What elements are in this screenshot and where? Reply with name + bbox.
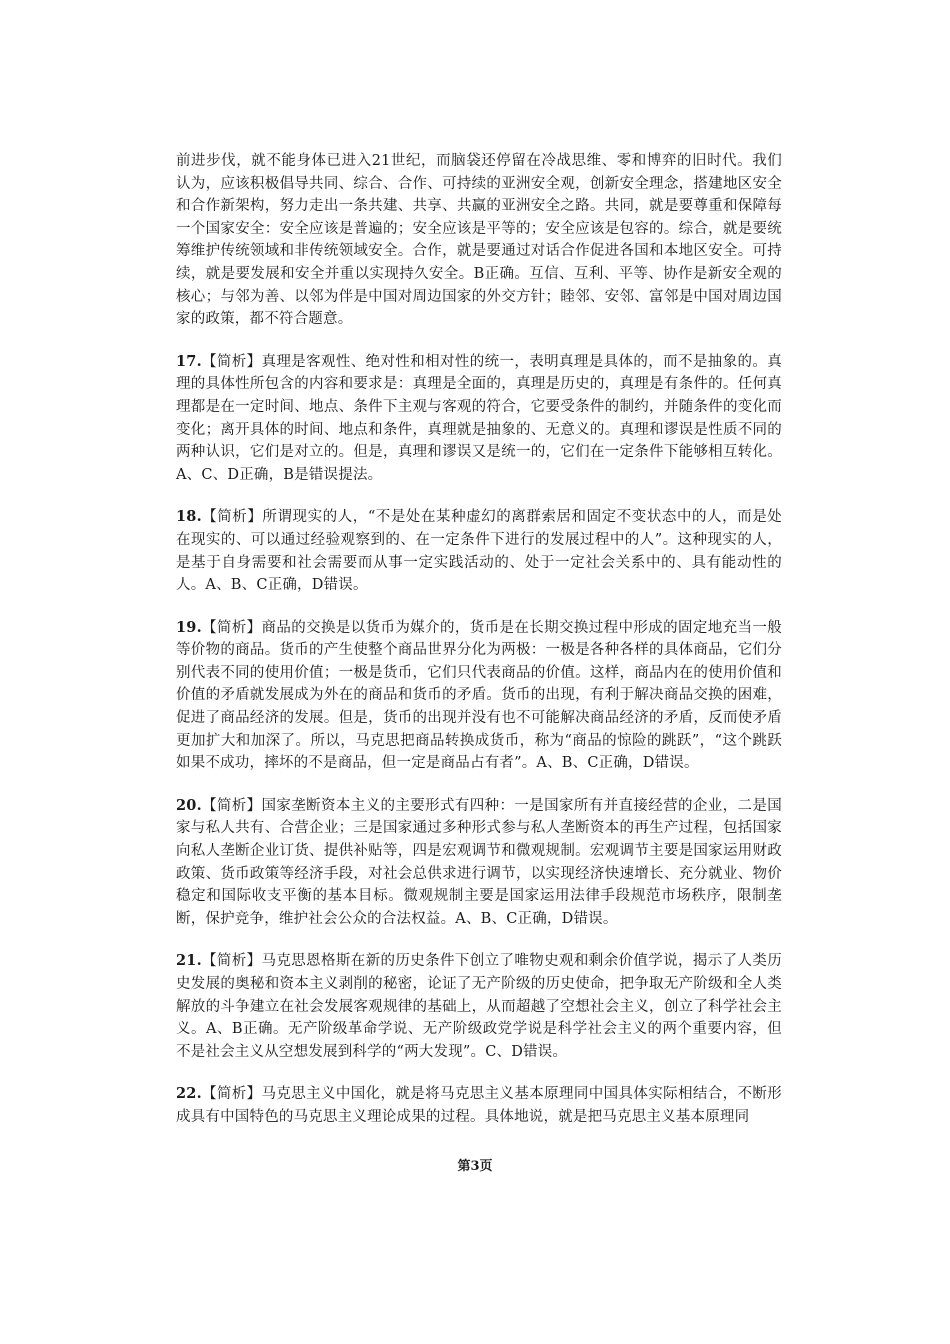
paragraph-q19 (176, 617, 782, 775)
question-number: 17. (176, 352, 202, 370)
page-number: 第3页 (457, 1159, 493, 1174)
question-number: 19. (176, 618, 202, 636)
paragraph-body: 【简析】马克思主义中国化，就是将马克思主义基本原理同中国具体实际相结合，不断形成具有中国特色的马克思主义理论成果的过程。具体地说，就是把马克思主义基本原理同 (176, 1086, 782, 1125)
paragraph-body: 【简析】商品的交换是以货币为媒介的，货币是在长期交换过程中形成的固定地充当一般等价物的商品。货币的产生使整个商品世界分化为两极：一极是各种各样的具体商品，它们分别代表不同的使用价值；一极是货币，它们只代表商品的价值。这样，商品内在的使用价值和价值的矛盾就发展成为外在的商品和货币的矛盾。货币的出现，有利于解决商品交换的困难，促进了商品经济的发展。但是，货币的出现并没有也不可能解决商品经济的矛盾，反而使矛盾更加扩大和加深了。所以，马克思把商品转换成货币，称为“商品的惊险的跳跃”，“这个跳跃如果不成功，摔坏的不是商品，但一定是商品占有者”。A、B、C正确，D错误。 (176, 619, 782, 772)
paragraph-q20 (176, 795, 782, 931)
paragraph-body: 【简析】真理是客观性、绝对性和相对性的统一，表明真理是具体的，而不是抽象的。真理的具体性所包含的内容和要求是：真理是全面的，真理是历史的，真理是有条件的。任何真理都是在一定时间、地点、条件下主观与客观的符合，它要受条件的制约，并随条件的变化而变化；离开具体的时间、地点和条件，真理就是抽象的、无意义的。真理和谬误是性质不同的两种认识，它们是对立的。但是，真理和谬误又是统一的，它们在一定条件下能够相互转化。A、C、D正确，B是错误提法。 (176, 353, 782, 483)
question-number: 22. (176, 1085, 202, 1103)
paragraph-q22 (176, 1083, 782, 1128)
question-number: 21. (176, 952, 202, 970)
question-number: 20. (176, 796, 202, 814)
paragraph-continuation (176, 150, 782, 331)
paragraph-body: 【简析】所谓现实的人，“不是处在某种虚幻的离群索居和固定不变状态中的人，而是处在现实的、可以通过经验观察到的、在一定条件下进行的发展过程中的人”。这种现实的人，是基于自身需要和社会需要而从事一定实践活动的、处于一定社会关系中的、具有能动性的人。A、B、C正确，D错误。 (176, 509, 782, 594)
paragraph-body: 前进步伐，就不能身体已进入21世纪，而脑袋还停留在冷战思维、零和博弈的旧时代。我们认为，应该积极倡导共同、综合、合作、可持续的亚洲安全观，创新安全理念，搭建地区安全和合作新架构，努力走出一条共建、共享、共赢的亚洲安全之路。共同，就是要尊重和保障每一个国家安全：安全应该是普遍的；安全应该是平等的；安全应该是包容的。综合，就是要统筹维护传统领域和非传统领域安全。合作，就是要通过对话合作促进各国和本地区安全。可持续，就是要发展和安全并重以实现持久安全。B正确。互信、互利、平等、协作是新安全观的核心；与邻为善、以邻为伴是中国对周边国家的外交方针；睦邻、安邻、富邻是中国对周边国家的政策，都不符合题意。 (176, 153, 782, 328)
question-number: 18. (176, 508, 202, 526)
paragraph-q21 (176, 950, 782, 1063)
paragraph-body: 【简析】国家垄断资本主义的主要形式有四种：一是国家所有并直接经营的企业，二是国家与私人共有、合营企业；三是国家通过多种形式参与私人垄断资本的再生产过程，包括国家向私人垄断企业订货、提供补贴等，四是宏观调节和微观规制。宏观调节主要是国家运用财政政策、货币政策等经济手段，对社会总供求进行调节，以实现经济快速增长、充分就业、物价稳定和国际收支平衡的基本目标。微观规制主要是国家运用法律手段规范市场秩序，限制垄断，保护竞争，维护社会公众的合法权益。A、B、C正确，D错误。 (176, 797, 782, 927)
answer-explanations (176, 150, 782, 1129)
paragraph-body: 【简析】马克思恩格斯在新的历史条件下创立了唯物史观和剩余价值学说，揭示了人类历史发展的奥秘和资本主义剥削的秘密，论证了无产阶级的历史使命，把争取无产阶级和全人类解放的斗争建立在社会发展客观规律的基础上，从而超越了空想社会主义，创立了科学社会主义。A、B正确。无产阶级革命学说、无产阶级政党学说是科学社会主义的两个重要内容，但不是社会主义从空想发展到科学的“两大发现”。C、D错误。 (176, 953, 782, 1060)
paragraph-q17 (176, 351, 782, 487)
paragraph-q18 (176, 506, 782, 596)
